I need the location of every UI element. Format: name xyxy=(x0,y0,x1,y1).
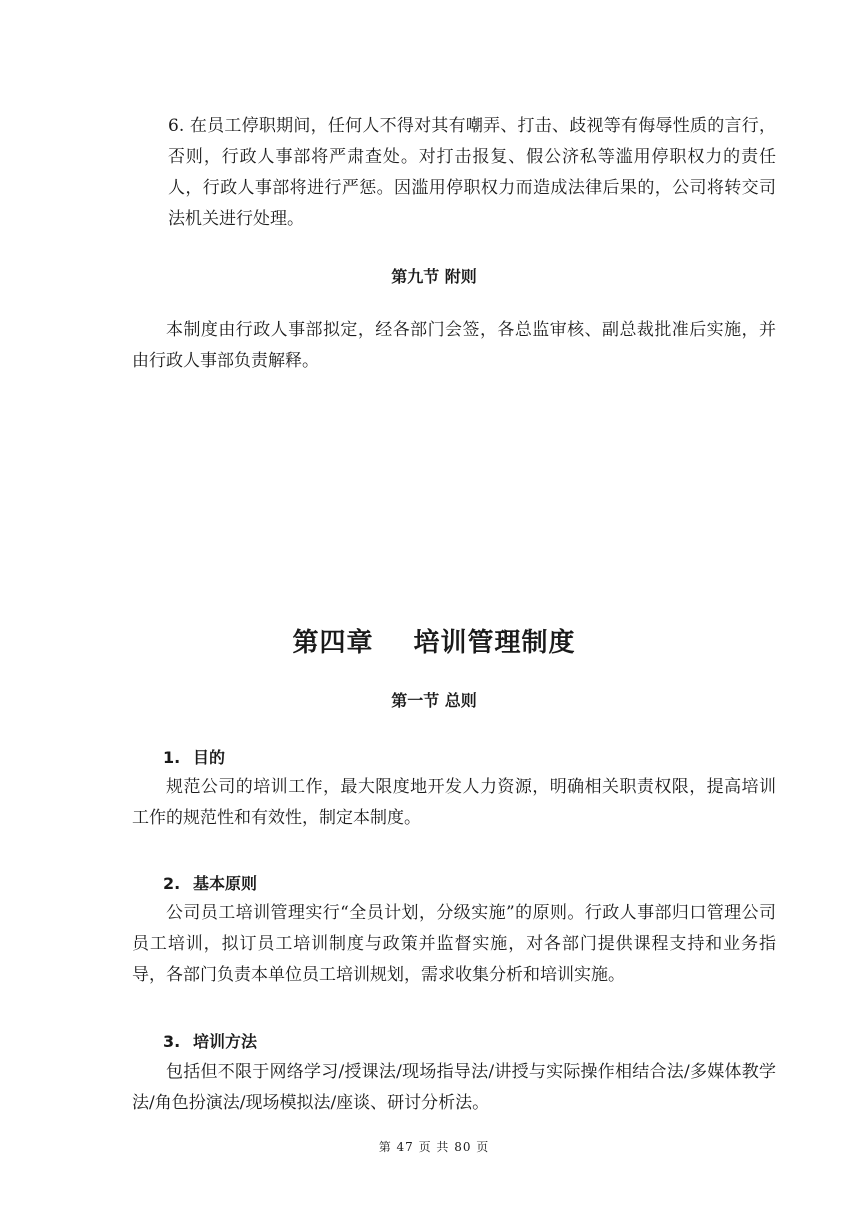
item-2-paragraph: 公司员工培训管理实行“全员计划，分级实施”的原则。行政人事部归口管理公司员工培训，拟订员工培训制度与政策并监督实施，对各部门提供课程支持和业务指导，各部门负责本单位员工培训规划，需求收集分析和培训实施。 xyxy=(132,903,776,985)
chapter-number: 第四章 xyxy=(292,628,374,658)
item-1-heading xyxy=(163,745,225,768)
item-3-number: 3. xyxy=(163,1032,181,1051)
item-3-heading xyxy=(163,1029,257,1052)
item-2-number: 2. xyxy=(163,874,181,893)
item-6-number: 6. xyxy=(168,116,185,136)
item-1-label: 目的 xyxy=(193,748,226,767)
chapter-name: 培训管理制度 xyxy=(413,628,576,658)
item-1-paragraph: 规范公司的培训工作，最大限度地开发人力资源，明确相关职责权限，提高培训工作的规范性和有效性，制定本制度。 xyxy=(132,777,776,828)
item-3-label: 培训方法 xyxy=(193,1032,258,1051)
item-2-heading xyxy=(163,871,257,894)
section-9-title: 第九节 附则 xyxy=(391,267,477,286)
item-1-number: 1. xyxy=(163,748,181,767)
item-3-paragraph: 包括但不限于网络学习/授课法/现场指导法/讲授与实际操作相结合法/多媒体教学法/角色扮演法/现场模拟法/座谈、研讨分析法。 xyxy=(132,1062,776,1113)
section-9-paragraph: 本制度由行政人事部拟定，经各部门会签，各总监审核、副总裁批准后实施，并由行政人事部负责解释。 xyxy=(132,320,776,371)
section-1-title: 第一节 总则 xyxy=(391,691,477,710)
page-footer: 第 47 页 共 80 页 xyxy=(378,1140,490,1154)
item-6-text: 在员工停职期间，任何人不得对其有嘲弄、打击、歧视等有侮辱性质的言行，否则，行政人事部将严肃查处。对打击报复、假公济私等滥用停职权力的责任人，行政人事部将进行严惩。因滥用停职权力而造成法律后果的，公司将转交司法机关进行处理。 xyxy=(168,116,777,229)
item-6-paragraph xyxy=(168,111,776,235)
item-2-label: 基本原则 xyxy=(193,874,258,893)
chapter-title xyxy=(0,622,868,659)
